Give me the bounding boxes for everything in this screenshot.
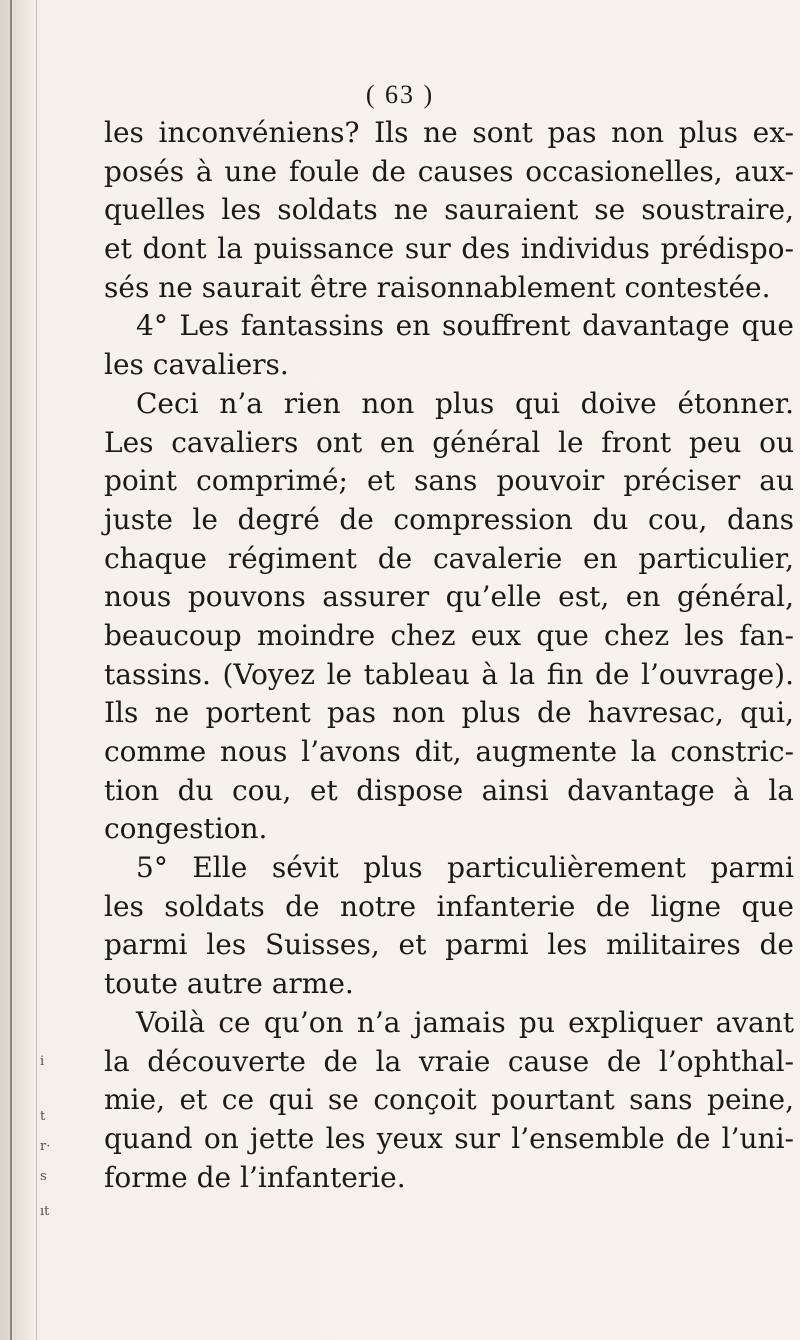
text-line: point comprimé; et sans pouvoir préciser au	[104, 464, 794, 498]
text-line: tassins. (Voyez le tableau à la fin de l’ouvrage).	[104, 657, 794, 691]
text-line: parmi les Suisses, et parmi les militaires de	[104, 928, 794, 962]
text-line: les cavaliers.	[104, 348, 289, 382]
margin-mark: r·	[40, 1139, 51, 1154]
page-spine-shadow	[0, 0, 36, 1340]
margin-mark: s	[40, 1169, 47, 1184]
margin-mark: i	[40, 1054, 45, 1069]
text-line: mie, et ce qui se conçoit pourtant sans peine,	[104, 1083, 794, 1117]
margin-mark: t	[40, 1109, 46, 1124]
text-line: Ceci n’a rien non plus qui doive étonner.	[136, 386, 794, 420]
text-line: comme nous l’avons dit, augmente la constric-	[104, 735, 794, 768]
text-line: chaque régiment de cavalerie en particulier,	[104, 541, 794, 575]
body-text	[104, 114, 794, 1197]
text-line: 4° Les fantassins en souffrent davantage que	[136, 309, 794, 343]
margin-mark: ıt	[40, 1204, 50, 1219]
text-line: nous pouvons assurer qu’elle est, en général,	[104, 580, 794, 614]
text-line: juste le degré de compression du cou, dans	[104, 502, 794, 536]
text-line: tion du cou, et dispose ainsi davantage à la	[104, 773, 794, 807]
text-line: quelles les soldats ne sauraient se soustraire,	[104, 193, 794, 227]
text-line: Voilà ce qu’on n’a jamais pu expliquer avant	[136, 1005, 794, 1039]
text-line: quand on jette les yeux sur l’ensemble de l’uni-	[104, 1121, 794, 1155]
text-line: toute autre arme.	[104, 967, 354, 1001]
text-line: la découverte de la vraie cause de l’ophthal-	[104, 1044, 794, 1078]
text-line: forme de l’infanterie.	[104, 1160, 406, 1194]
text-line: posés à une foule de causes occasionelles, aux-	[104, 154, 794, 188]
text-line: Les cavaliers ont en général le front peu ou	[104, 425, 794, 459]
page-number: ( 63 )	[365, 80, 435, 109]
text-line: sés ne saurait être raisonnablement contestée.	[104, 270, 771, 304]
spine-fold-line	[36, 0, 37, 1340]
text-line: Ils ne portent pas non plus de havresac, qui,	[104, 696, 794, 730]
text-line: congestion.	[104, 812, 268, 846]
text-line: les inconvéniens? Ils ne sont pas non plus ex-	[104, 116, 794, 149]
text-line: et dont la puissance sur des individus prédispo-	[104, 232, 794, 266]
text-line: beaucoup moindre chez eux que chez les fan-	[104, 618, 794, 652]
spine-edge-line	[10, 0, 12, 1340]
text-line: 5° Elle sévit plus particulièrement parmi	[136, 851, 794, 885]
text-line: les soldats de notre infanterie de ligne que	[104, 889, 794, 923]
